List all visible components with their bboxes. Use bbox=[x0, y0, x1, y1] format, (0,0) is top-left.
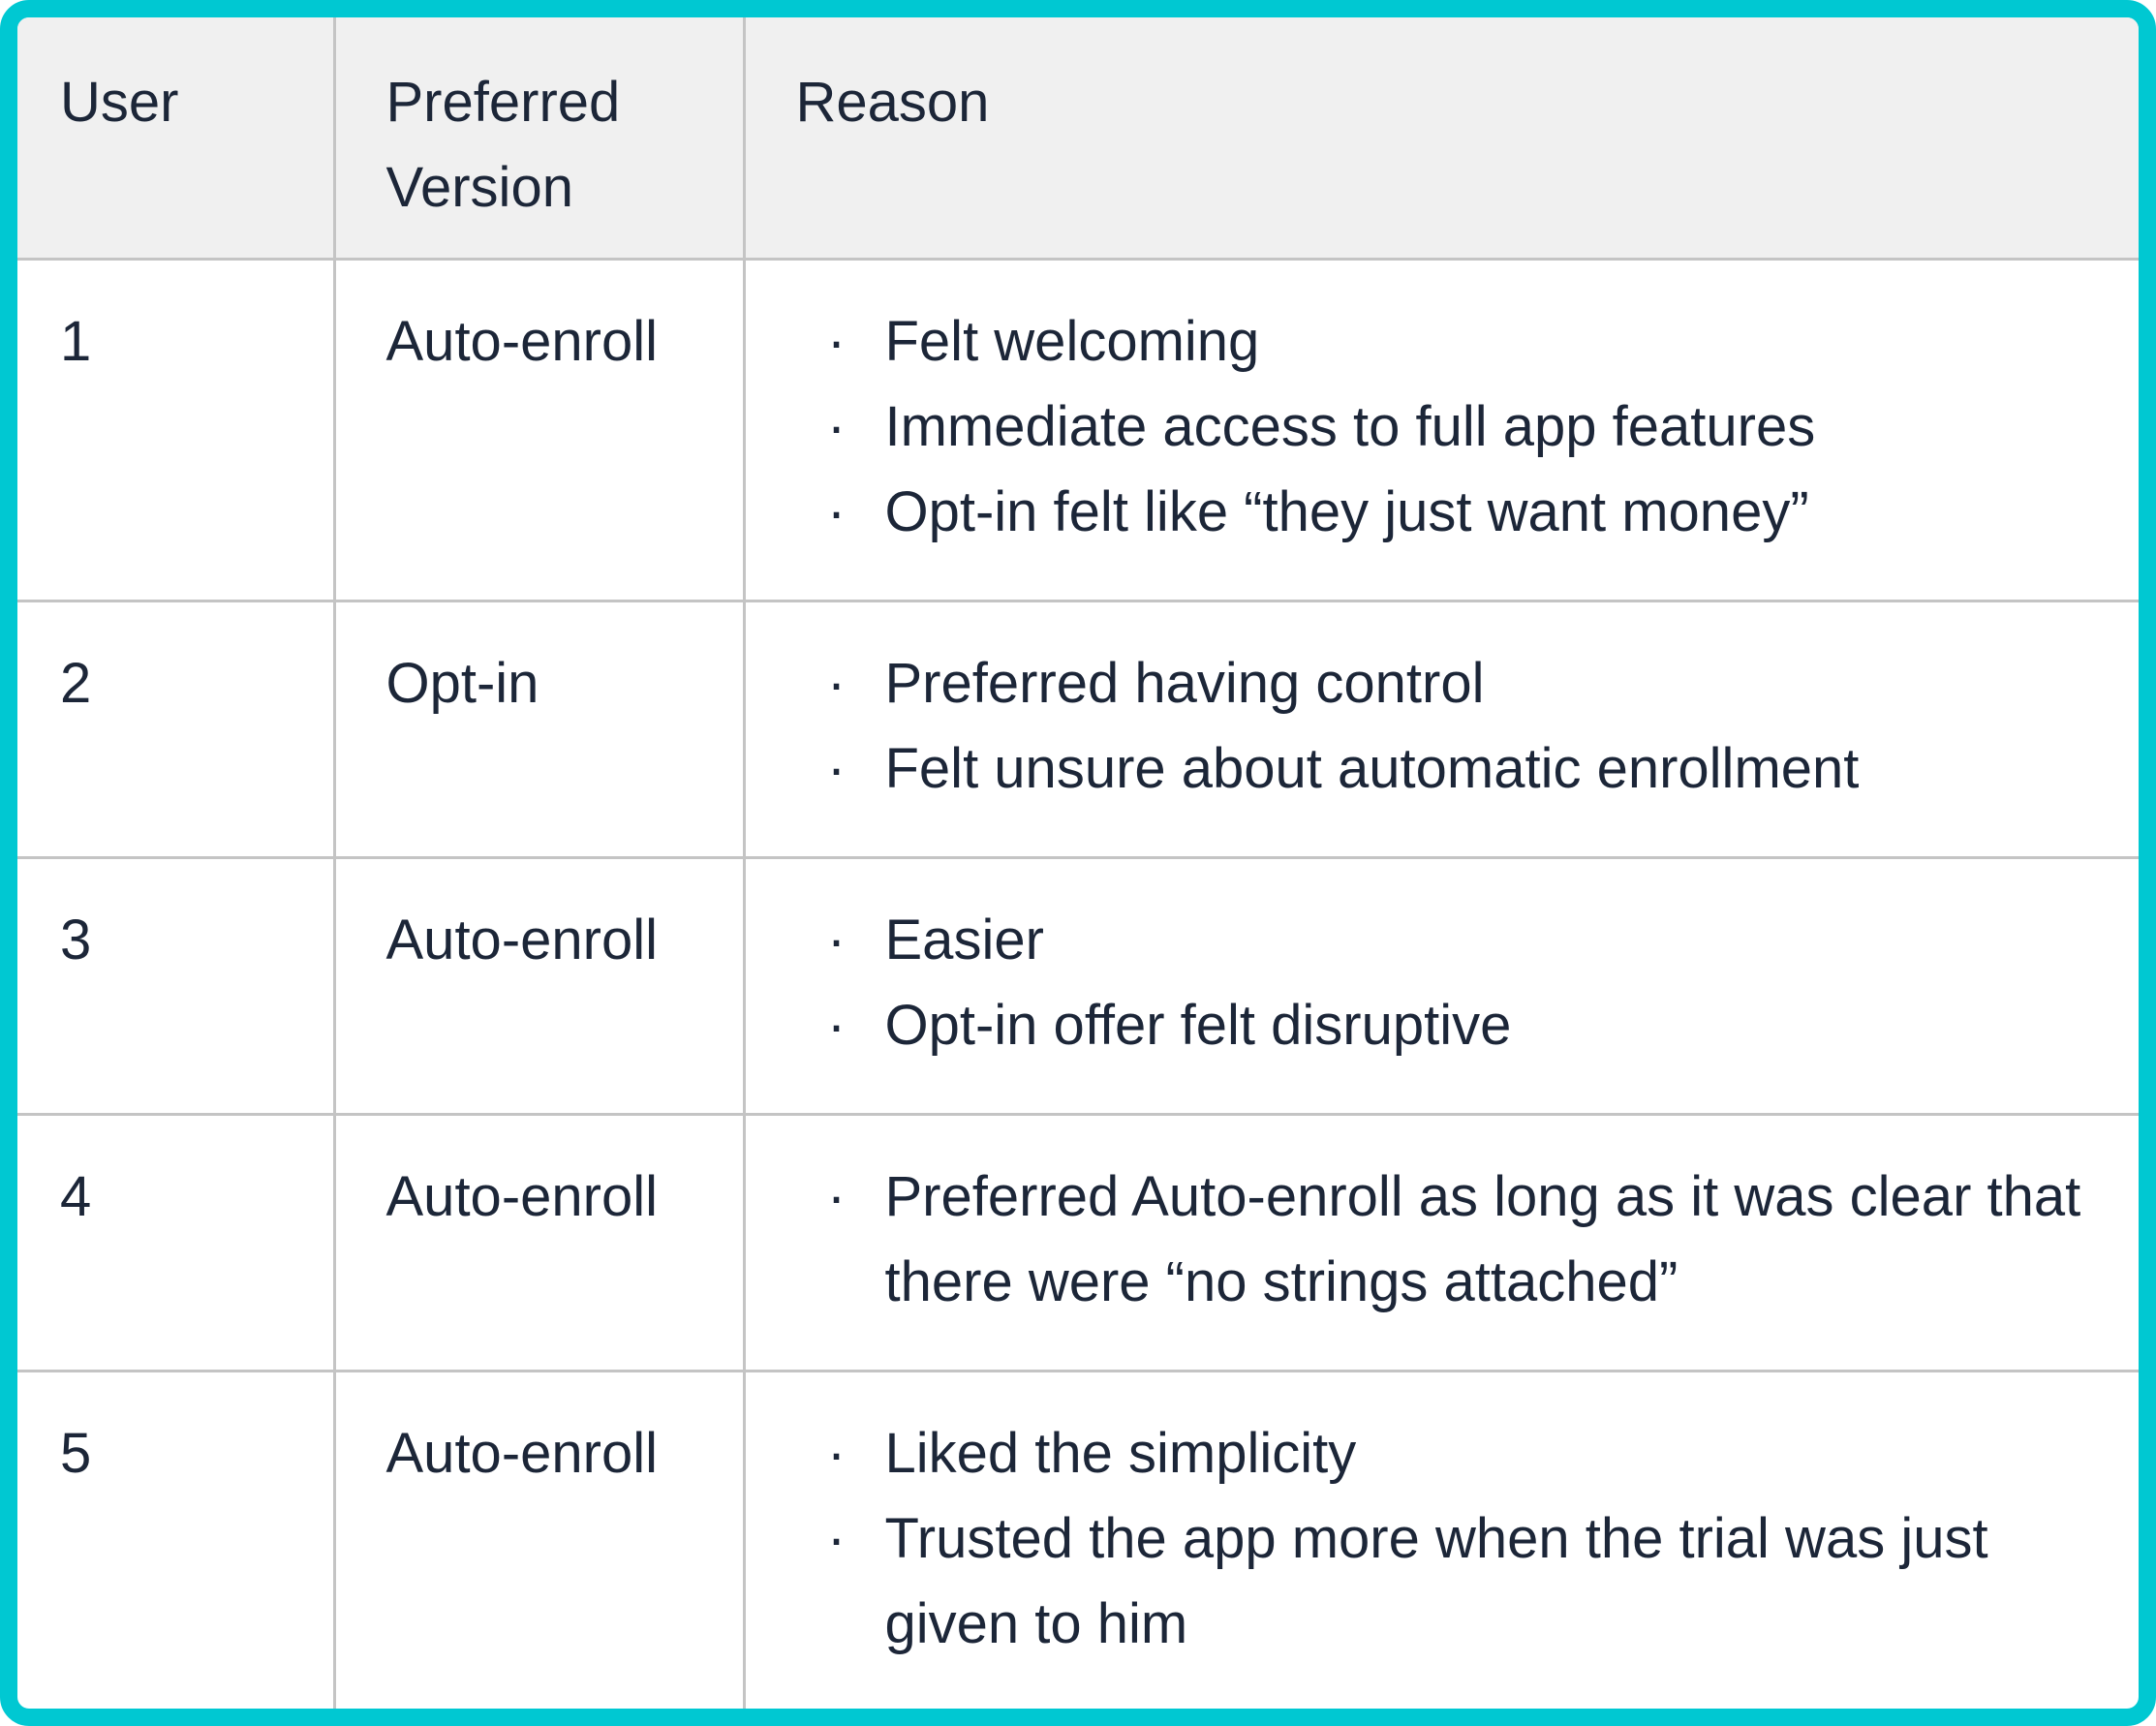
table-row bbox=[17, 1114, 2139, 1371]
reason-item bbox=[826, 641, 2101, 726]
reason-list bbox=[746, 299, 2140, 555]
bullet-icon: · bbox=[826, 394, 847, 458]
reason-text: Immediate access to full app features bbox=[884, 394, 1816, 458]
table-row bbox=[17, 857, 2139, 1114]
reason-text: Preferred having control bbox=[884, 651, 1485, 715]
preferred-version-cell: Auto-enroll bbox=[334, 259, 744, 601]
reason-list bbox=[746, 1155, 2140, 1325]
user-cell: 4 bbox=[17, 1114, 334, 1371]
bullet-icon: · bbox=[826, 1506, 847, 1570]
reason-text: Liked the simplicity bbox=[884, 1421, 1357, 1485]
reason-cell bbox=[744, 1371, 2139, 1711]
reason-item bbox=[826, 726, 2101, 812]
reason-text: Easier bbox=[884, 908, 1044, 971]
preferred-version-cell: Auto-enroll bbox=[334, 1114, 744, 1371]
bullet-icon: · bbox=[826, 736, 847, 800]
reason-item bbox=[826, 470, 2101, 555]
bullet-icon: · bbox=[826, 908, 847, 971]
bullet-icon: · bbox=[826, 1421, 847, 1485]
header-row bbox=[17, 17, 2139, 259]
user-preference-table bbox=[17, 17, 2139, 1711]
user-cell: 1 bbox=[17, 259, 334, 601]
reason-item bbox=[826, 299, 2101, 385]
reason-item bbox=[826, 1411, 2101, 1496]
user-cell: 5 bbox=[17, 1371, 334, 1711]
reason-cell bbox=[744, 857, 2139, 1114]
column-header-reason: Reason bbox=[744, 17, 2139, 259]
reason-text: Opt-in offer felt disruptive bbox=[884, 993, 1512, 1057]
reason-item bbox=[826, 983, 2101, 1068]
reason-text: Opt-in felt like “they just want money” bbox=[884, 479, 1809, 543]
preferred-version-cell: Auto-enroll bbox=[334, 857, 744, 1114]
table-row bbox=[17, 1371, 2139, 1711]
reason-list bbox=[746, 898, 2140, 1068]
reason-item bbox=[826, 385, 2101, 470]
bullet-icon: · bbox=[826, 993, 847, 1057]
user-cell: 3 bbox=[17, 857, 334, 1114]
reason-item bbox=[826, 898, 2101, 983]
bullet-icon: · bbox=[826, 1164, 847, 1228]
user-cell: 2 bbox=[17, 601, 334, 857]
reason-cell bbox=[744, 259, 2139, 601]
table-row bbox=[17, 601, 2139, 857]
column-header-preferred-version: Preferred Version bbox=[334, 17, 744, 259]
reason-item bbox=[826, 1496, 2101, 1667]
reason-text: Trusted the app more when the trial was just given to him bbox=[884, 1506, 1988, 1655]
column-header-user: User bbox=[17, 17, 334, 259]
reason-text: Felt welcoming bbox=[884, 309, 1260, 373]
reason-text: Felt unsure about automatic enrollment bbox=[884, 736, 1860, 800]
preferred-version-cell: Opt-in bbox=[334, 601, 744, 857]
reason-cell bbox=[744, 1114, 2139, 1371]
reason-cell bbox=[744, 601, 2139, 857]
bullet-icon: · bbox=[826, 479, 847, 543]
bullet-icon: · bbox=[826, 651, 847, 715]
reason-list bbox=[746, 641, 2140, 812]
preferred-version-cell: Auto-enroll bbox=[334, 1371, 744, 1711]
table-row bbox=[17, 259, 2139, 601]
reason-item bbox=[826, 1155, 2101, 1325]
bullet-icon: · bbox=[826, 309, 847, 373]
reason-list bbox=[746, 1411, 2140, 1667]
reason-text: Preferred Auto-enroll as long as it was clear that there were “no strings attached” bbox=[884, 1164, 2081, 1313]
